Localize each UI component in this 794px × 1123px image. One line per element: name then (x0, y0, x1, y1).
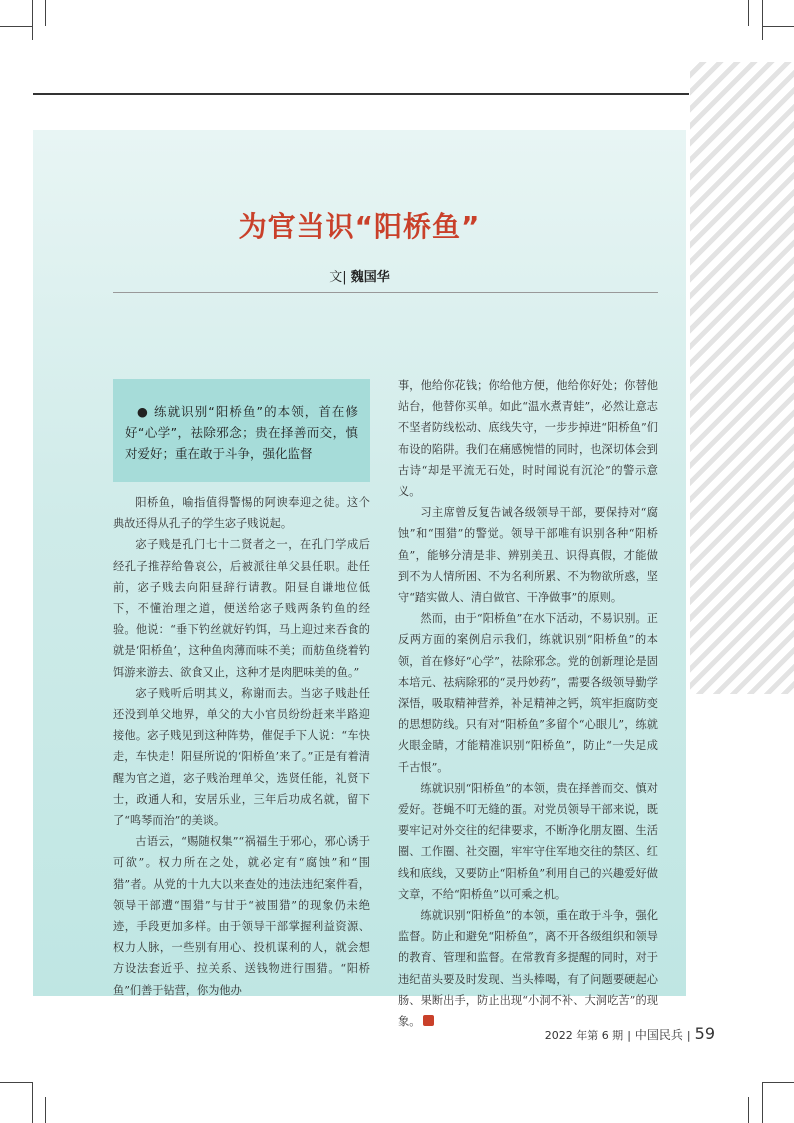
title-divider (113, 292, 658, 293)
crop-mark (762, 1082, 763, 1123)
right-column (398, 375, 658, 1032)
crop-mark (0, 1082, 32, 1083)
left-column (113, 492, 370, 1001)
author-name: 魏国华 (350, 270, 390, 285)
paragraph-text: 练就识别“阳桥鱼”的本领，重在敢于斗争，强化监督。防止和避免“阳桥鱼”，离不开各级组织和领导的教育、管理和监督。在常教育多提醒的同时，对于违纪苗头要及时发现、当头棒喝，有了问题要硬起心肠、果断出手，防止出现“小洞不补、大洞吃苦”的现象。 (398, 909, 658, 1029)
byline (33, 266, 686, 285)
crop-mark (32, 1082, 33, 1123)
decorative-stripes (690, 62, 794, 694)
crop-mark (748, 0, 749, 26)
header-rule (33, 93, 689, 95)
publication-name: 中国民兵 (634, 1028, 683, 1042)
paragraph: 习主席曾反复告诫各级领导干部，要保持对“腐蚀”和“围猎”的警觉。领导干部唯有识别各种“阳桥鱼”，能够分清是非、辨别美丑、识得真假，才能做到不为人情所困、不为名利所累、不为物欲所惑，坚守“踏实做人、清白做官、干净做事”的原则。 (398, 506, 658, 605)
crop-mark (0, 26, 32, 27)
paragraph: 然而，由于“阳桥鱼”在水下活动，不易识别。正反两方面的案例启示我们，练就识别“阳桥鱼”的本领，首在修好“心学”，祛除邪念。党的创新理论是固本培元、祛病除邪的“灵丹妙药”，需要各级领导勤学深悟，吸取精神营养，补足精神之钙，筑牢拒腐防变的思想防线。只有对“阳桥鱼”多留个“心眼儿”，练就火眼金睛，才能精准识别“阳桥鱼”，防止“一失足成千古恨”。 (398, 612, 658, 774)
page-footer: 2022 年第 6 期 | 中国民兵 | 59 (544, 1024, 715, 1043)
article-title: 为官当识“阳桥鱼” (238, 210, 481, 243)
page-number: 59 (694, 1024, 715, 1043)
crop-mark (45, 0, 46, 26)
paragraph: 事，他给你花钱；你给他方便，他给你好处；你替他站台，他替你买单。如此“温水煮青蛙”，必然让意志不坚者防线松动、底线失守，一步步掉进“阳桥鱼”们布设的陷阱。我们在痛感惋惜的同时，也深切体会到古诗“却是平流无石处，时时闻说有沉沦”的警示意义。 (398, 379, 658, 499)
paragraph: 阳桥鱼，喻指值得警惕的阿谀奉迎之徒。这个典故还得从孔子的学生宓子贱说起。 (113, 496, 370, 531)
paragraph: 古语云，“赐随权集”“祸福生于邪心，邪心诱于可欲”。权力所在之处，就必定有“腐蚀”和“围猎”者。从党的十九大以来查处的违法违纪案件看，领导干部遭“围猎”与甘于“被围猎”的现象仍未绝迹，手段更加多样。由于领导干部掌握利益资源、权力人脉，一些别有用心、投机谋利的人，就会想方设法套近乎、拉关系、送钱物进行围猎。“阳桥鱼”们善于钻营，你为他办 (113, 835, 370, 997)
crop-mark (45, 1097, 46, 1123)
paragraph: 练就识别“阳桥鱼”的本领，贵在择善而交、慎对爱好。苍蝇不叮无缝的蛋。对党员领导干部来说，既要牢记对外交往的纪律要求，不断净化朋友圈、生活圈、工作圈、社交圈，牢牢守住军地交往的禁区、红线和底线，又要防止“阳桥鱼”利用自己的兴趣爱好做文章，不给“阳桥鱼”以可乘之机。 (398, 781, 658, 901)
issue-label: 2022 年第 6 期 (544, 1029, 624, 1042)
end-mark-icon (423, 1015, 434, 1026)
paragraph-last (398, 905, 658, 1032)
byline-prefix: 文| (329, 270, 347, 285)
crop-mark (762, 0, 763, 40)
paragraph: 宓子贱是孔门七十二贤者之一，在孔门学成后经孔子推荐给鲁哀公，后被派往单父县任职。赴任前，宓子贱去向阳昼辞行请教。阳昼自谦地位低下，不懂治理之道，便送给宓子贱两条钓鱼的经验。他说：“垂下钓丝就好钓饵，马上迎过来吞食的就是‘阳桥鱼’，这种鱼肉薄而味不美；而舫鱼绕着钓饵游来游去、欲食又止，这种才是肉肥味美的鱼。” (113, 538, 370, 679)
crop-mark (748, 1097, 749, 1123)
crop-mark (762, 1082, 794, 1083)
crop-mark (762, 26, 794, 27)
paragraph: 宓子贱听后明其义，称谢而去。当宓子贱赴任还没到单父地界，单父的大小官员纷纷赶来半路迎接他。宓子贱见到这种阵势，催促手下人说：“车快走，车快走！阳昼所说的‘阳桥鱼’来了。”正是有着清醒为官之道，宓子贱治理单父，选贤任能，礼贤下士，政通人和，安居乐业，三年后功成名就，留下了“鸣琴而治”的美谈。 (113, 686, 370, 828)
crop-mark (32, 0, 33, 40)
callout-box (113, 379, 370, 482)
callout-text: ● 练就识别“阳桥鱼”的本领，首在修好“心学”，祛除邪念；贵在择善而交，慎对爱好；重在敢于斗争，强化监督 (125, 404, 358, 461)
